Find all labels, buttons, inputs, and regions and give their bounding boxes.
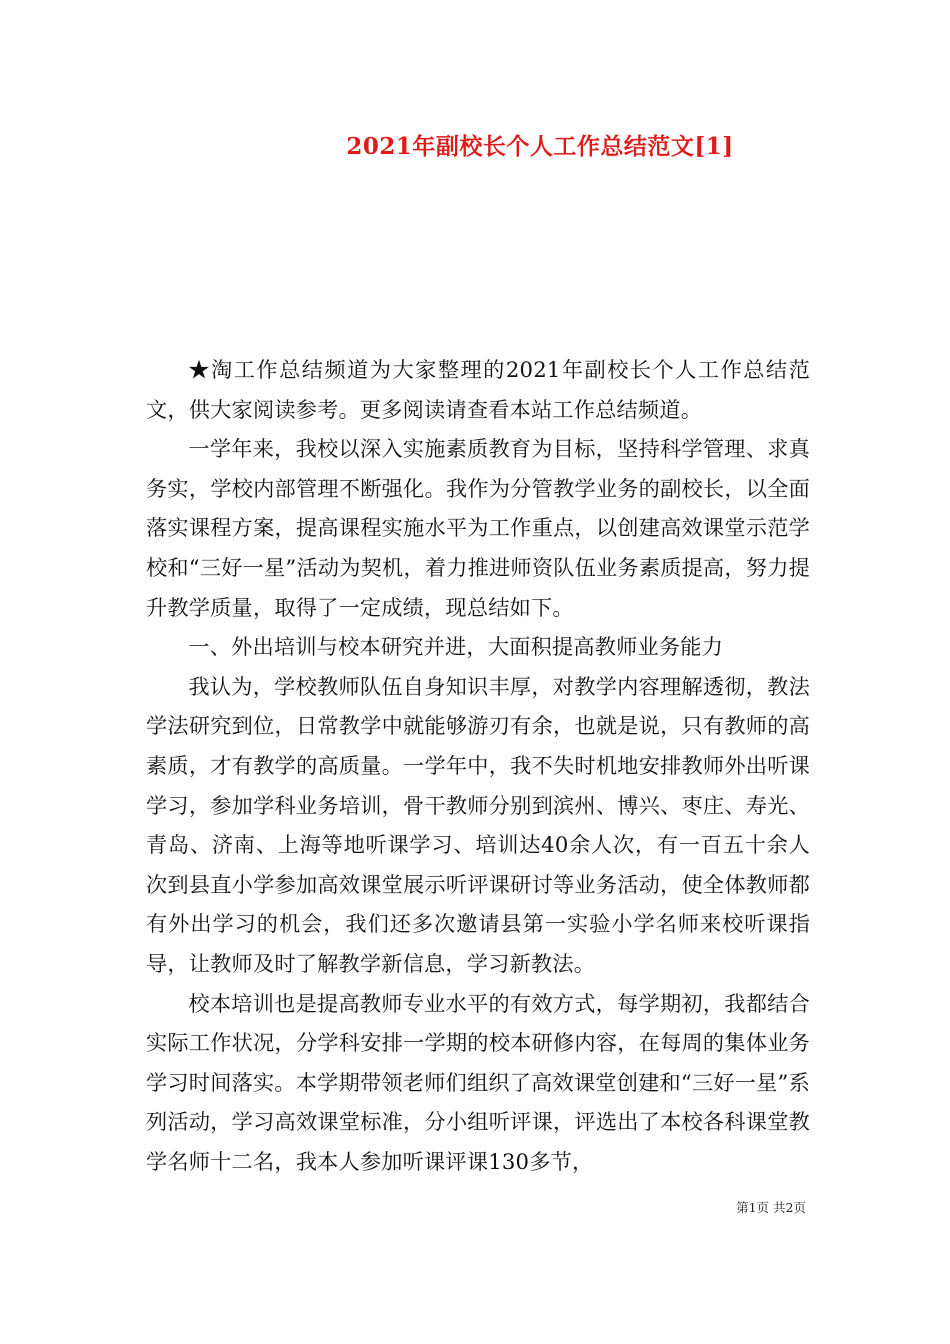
intro-paragraph: ★淘工作总结频道为大家整理的2021年副校长个人工作总结范文，供大家阅读参考。更多阅读请查看本站工作总结频道。 (146, 357, 810, 422)
section-heading: 一、外出培训与校本研究并进，大面积提高教师业务能力 (188, 634, 724, 660)
document-title: 2021年副校长个人工作总结范文[1] (346, 133, 734, 160)
document-body (146, 350, 810, 1181)
training-paragraph: 我认为，学校教师队伍自身知识丰厚，对教学内容理解透彻，教法学法研究到位，日常教学中就能够游刃有余，也就是说，只有教师的高素质，才有教学的高质量。一学年中，我不失时机地安排教师外出听课学习，参加学科业务培训，骨干教师分别到滨州、博兴、枣庄、寿光、青岛、济南、上海等地听课学习、培训达40余人次，有一百五十余人次到县直小学参加高效课堂展示听评课研讨等业务活动，使全体教师都有外出学习的机会，我们还多次邀请县第一实验小学名师来校听课指导，让教师及时了解教学新信息，学习新教法。 (146, 673, 810, 976)
overview-paragraph: 一学年来，我校以深入实施素质教育为目标，坚持科学管理、求真务实，学校内部管理不断强化。我作为分管教学业务的副校长，以全面落实课程方案，提高课程实施水平为工作重点，以创建高效课堂示范学校和“三好一星”活动为契机，着力推进师资队伍业务素质提高，努力提升教学质量，取得了一定成绩，现总结如下。 (146, 436, 810, 620)
school-training-paragraph: 校本培训也是提高教师专业水平的有效方式，每学期初，我都结合实际工作状况，分学科安排一学期的校本研修内容，在每周的集体业务学习时间落实。本学期带领老师们组织了高效课堂创建和“三好一星”系列活动，学习高效课堂标准，分小组听评课，评选出了本校各科课堂教学名师十二名，我本人参加听课评课130多节， (146, 990, 810, 1174)
page-number-footer: 第1页 共2页 (736, 1200, 806, 1215)
